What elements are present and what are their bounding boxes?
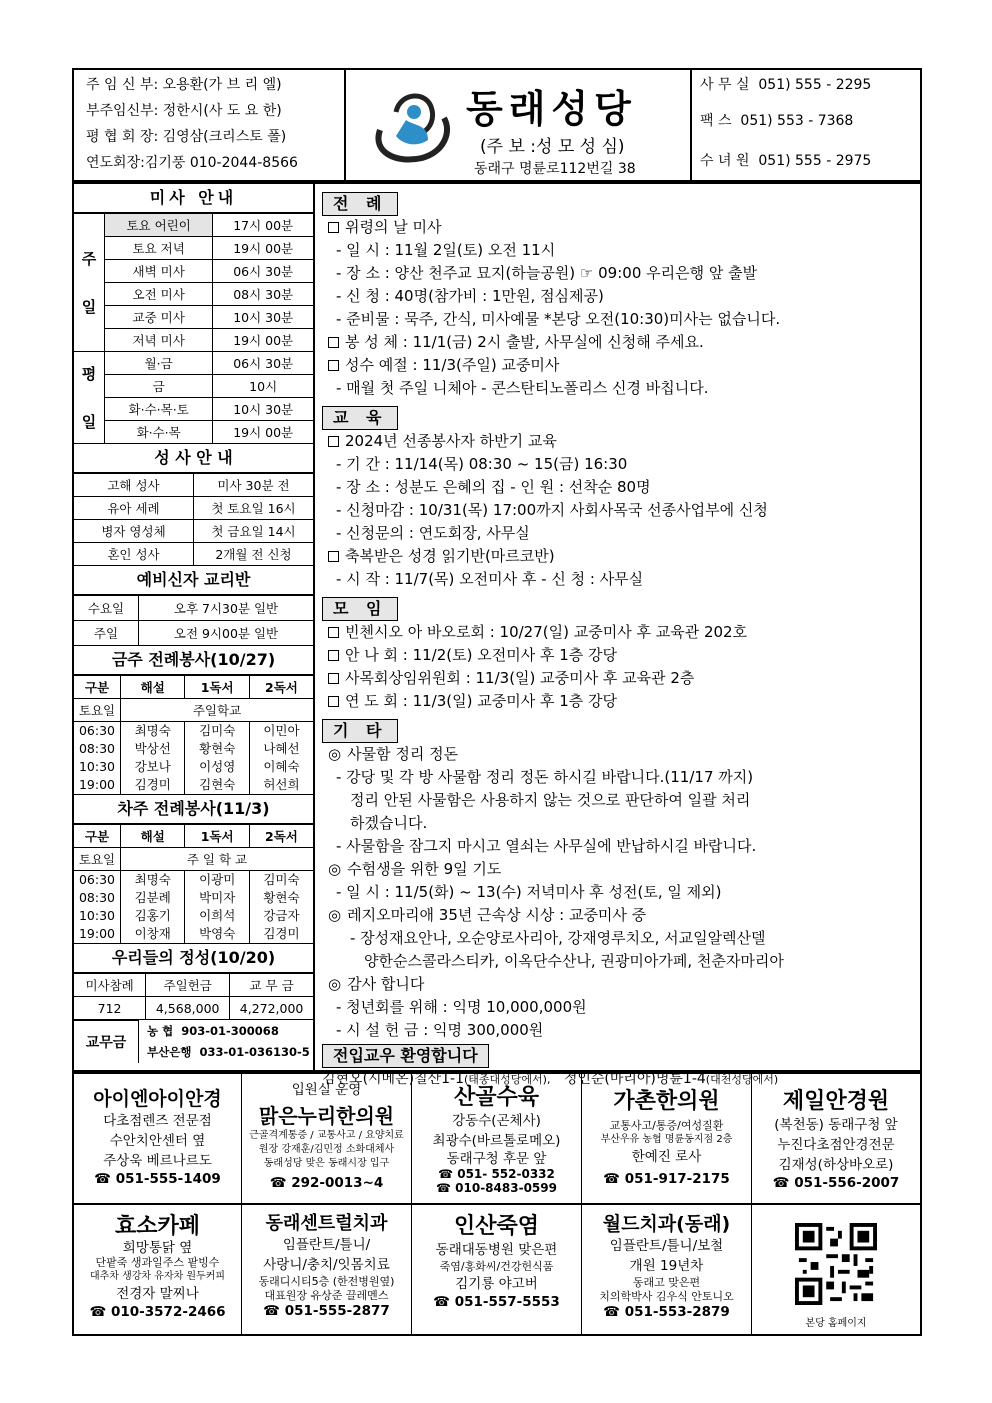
mass-time: 19시 00분 — [213, 237, 313, 260]
mass-name: 저녁 미사 — [105, 329, 213, 352]
offering-head: 교 무 금 — [230, 974, 313, 997]
etc-title: 기 타 — [322, 719, 398, 743]
mass-time: 06시 30분 — [213, 352, 313, 375]
header-right — [700, 72, 915, 174]
mass-time: 10시 30분 — [213, 398, 313, 421]
ad-dental: 동래센트럴치과 임플란트/틀니/ 사랑니/충치/잇몸치료 동래디시티5층 (한전병원옆) 대표원장 유상준 끌레멘스 ☎ 051-555-2877 — [242, 1205, 412, 1334]
sat-value: 주일학교 — [121, 699, 314, 722]
liturgy-line: - 매월 첫 주일 니체아 - 콘스탄티노폴리스 신경 바칩니다. — [336, 379, 709, 397]
sacrament-name: 유아 세례 — [74, 497, 194, 520]
dues-label: 교무금 — [74, 1021, 139, 1064]
times: 06:30 08:30 10:30 19:00 — [74, 722, 121, 795]
bullet-icon: ◎ — [328, 906, 342, 924]
col-head: 1독서 — [185, 676, 249, 699]
etc-line: 양한순스콜라스티카, 이옥단수산나, 권광미아가페, 천춘자마리아 — [364, 952, 784, 970]
ad-suyuk: 산골수육 강동수(곤체사) 최광수(바르톨로메오) 동래구청 후문 앞 ☎ 051- 552-0332 ☎ 010-8483-0599 — [412, 1074, 582, 1203]
mass-time: 08시 30분 — [213, 283, 313, 306]
office-phone: 사 무 실 051) 555 - 2295 — [700, 77, 872, 93]
reader1: 이광미 박미자 이희석 박영숙 — [185, 871, 249, 944]
liturgy-line: - 준비물 : 묵주, 간식, 미사예물 *본당 오전(10:30)미사는 없습니다. — [336, 310, 781, 328]
etc-line: - 사물함을 잠그지 마시고 열쇠는 사무실에 반납하시길 바랍니다. — [336, 837, 757, 855]
mass-name: 새벽 미사 — [105, 260, 213, 283]
col-head: 해설 — [121, 676, 185, 699]
ad-cafe: 효소카페 희망통닭 옆 단팥죽 생과일주스 팥빙수 대추차 생강차 유자차 원두커피 전경자 말찌나 ☎ 010-3572-2466 — [74, 1205, 242, 1334]
sacrament-name: 혼인 성사 — [74, 543, 194, 566]
sacrament-name: 병자 영성체 — [74, 520, 194, 543]
pastor: 주 임 신 부: 오용환(가 브 리 엘) — [86, 77, 282, 93]
etc-line: ◎ 사물함 정리 정돈 — [328, 745, 459, 763]
meeting-line: 빈첸시오 아 바오로회 : 10/27(일) 교중미사 후 교육관 202호 — [322, 621, 918, 644]
sacrament-table — [74, 473, 313, 566]
bullet-icon: ◎ — [328, 975, 342, 993]
bank-table — [74, 1020, 313, 1063]
commentator: 최명숙 박상선 강보나 김경미 — [121, 722, 185, 795]
ad-jeil: 제일안경원 (복천동) 동래구청 앞 누진다초점안경전문 김재성(하상바오로) ☎ 051-556-2007 — [772, 1089, 900, 1191]
col-head: 구분 — [74, 825, 121, 848]
reader2: 김미숙 황현숙 강금자 김경미 — [249, 871, 313, 944]
etc-line: - 청년회를 위해 : 익명 10,000,000원 — [336, 998, 587, 1016]
sunday-label: 주 일 — [74, 214, 105, 352]
offering-head: 주일헌금 — [146, 974, 230, 997]
mass-name: 교중 미사 — [105, 306, 213, 329]
assistant-pastor: 부주임신부: 정한시(사 도 요 한) — [86, 103, 282, 119]
liturgy-line: 성수 예절 : 11/3(주일) 교중미사 — [322, 354, 918, 377]
education-line: - 장 소 : 성분도 은혜의 집 - 인 원 : 선착순 80명 — [336, 478, 651, 496]
etc-line: - 시 설 헌 금 : 익명 300,000원 — [336, 1021, 544, 1039]
this-week-table — [74, 675, 313, 795]
parish-logo-icon — [366, 82, 456, 166]
education-title: 교 육 — [322, 406, 398, 430]
sacrament-time: 첫 금요일 14시 — [194, 520, 314, 543]
col-head: 해설 — [121, 825, 185, 848]
bank-busan: 부산은행 033-01-036130-5 — [147, 1045, 310, 1060]
liturgy-title: 전 례 — [322, 192, 398, 216]
parish-title: 동래성당 — [466, 87, 637, 131]
attendance: 712 — [74, 997, 146, 1020]
welcome-line: 김현오(시메온)칠산1-1(태종대성당에서), 정인순(마리아)명륜1-4(대천성당에서) — [322, 1071, 779, 1087]
yeondo-president: 연도회장:김기풍 010-2044-8566 — [86, 155, 298, 171]
mass-name: 토요 저녁 — [105, 237, 213, 260]
education-line: - 신청문의 : 연도회장, 사무실 — [336, 524, 530, 542]
mass-time: 10시 30분 — [213, 306, 313, 329]
class-time: 오후 7시30분 일반 — [139, 596, 313, 621]
fax: 팩 스 051) 553 - 7368 — [700, 113, 854, 129]
mass-time: 17시 00분 — [213, 214, 313, 237]
liturgy-line: 봉 성 체 : 11/1(금) 2시 출발, 사무실에 신청해 주세요. — [322, 331, 918, 354]
class-day: 주일 — [74, 621, 139, 646]
sacrament-time: 미사 30분 전 — [194, 474, 314, 497]
ad-qr — [752, 1205, 920, 1334]
col-head: 2독서 — [249, 676, 313, 699]
mass-name: 화·수·목·토 — [105, 398, 213, 421]
liturgy-line: 위령의 날 미사 — [322, 216, 918, 239]
education-line: 축복받은 성경 읽기반(마르코반) — [322, 545, 918, 568]
bank-nh: 농 협 903-01-300068 — [147, 1024, 279, 1039]
ad-insan: 인산죽염 동래대동병원 맞은편 죽염/홍화씨/건강헌식품 김기룡 야고버 ☎ 051-557-5553 — [412, 1205, 582, 1334]
main-column — [322, 192, 918, 1091]
etc-line: ◎ 수험생을 위한 9일 기도 — [328, 860, 502, 878]
dues: 4,272,000 — [230, 997, 313, 1020]
education-line: - 신청마감 : 10/31(목) 17:00까지 사회사목국 선종사업부에 신청 — [336, 501, 768, 519]
mass-time: 19시 00분 — [213, 421, 313, 444]
class-day: 수요일 — [74, 596, 139, 621]
catechumen-title: 예비신자 교리반 — [74, 566, 313, 595]
etc-line: 정리 안된 사물함은 사용하지 않는 것으로 판단하여 일괄 처리 — [350, 791, 751, 809]
sacrament-time: 첫 토요일 16시 — [194, 497, 314, 520]
meeting-line: 안 나 회 : 11/2(토) 오전미사 후 1층 강당 — [322, 644, 918, 667]
qr-code-icon[interactable] — [795, 1223, 877, 1305]
address: 동래구 명륜로112번길 38 — [474, 161, 636, 177]
times: 06:30 08:30 10:30 19:00 — [74, 871, 121, 944]
this-week-title: 금주 전례봉사(10/27) — [74, 646, 313, 675]
catechumen-table — [74, 595, 313, 646]
mass-table — [74, 213, 313, 444]
sunday-offering: 4,568,000 — [146, 997, 230, 1020]
col-head: 구분 — [74, 676, 121, 699]
qr-caption: 본당 홈페이지 — [805, 1318, 867, 1329]
sat-value: 주 일 학 교 — [121, 848, 314, 871]
mass-name: 월·금 — [105, 352, 213, 375]
sat-label: 토요일 — [74, 848, 121, 871]
reader1: 김미숙 황현숙 이성영 김현숙 — [185, 722, 249, 795]
offering-head: 미사참례 — [74, 974, 146, 997]
sacrament-title: 성 사 안 내 — [74, 444, 313, 473]
mass-name: 토요 어린이 — [105, 214, 213, 237]
header-left — [86, 72, 298, 176]
meeting-line: 연 도 회 : 11/3(일) 교중미사 후 1층 강당 — [322, 690, 918, 713]
convent-phone: 수 녀 원 051) 555 - 2975 — [700, 153, 872, 169]
mass-name: 금 — [105, 375, 213, 398]
bullet-icon: ◎ — [328, 860, 342, 878]
sacrament-time: 2개월 전 신청 — [194, 543, 314, 566]
council-president: 평 협 회 장: 김영삼(크리스토 폴) — [86, 129, 287, 145]
ad-gachon: 가촌한의원 교통사고/통증/여성질환 부산우유 농협 명륜동지점 2층 한예진 로사 ☎ 051-917-2175 — [582, 1074, 752, 1203]
welcome-title: 전입교우 환영합니다 — [322, 1044, 489, 1068]
meeting-line: 사목회상임위원회 : 11/3(일) 교중미사 후 교육관 2층 — [322, 667, 918, 690]
mass-time: 06시 30분 — [213, 260, 313, 283]
etc-line: ◎ 감사 합니다 — [328, 975, 425, 993]
col-head: 2독서 — [249, 825, 313, 848]
mass-name: 오전 미사 — [105, 283, 213, 306]
mass-name: 화·수·목 — [105, 421, 213, 444]
class-time: 오전 9시00분 일반 — [139, 621, 313, 646]
mass-title: 미사 안내 — [74, 184, 313, 213]
commentator: 최명숙 김분례 김홍기 이창재 — [121, 871, 185, 944]
offering-table — [74, 973, 313, 1020]
etc-line: - 장성재요안나, 오순양로사리아, 강재영루치오, 서교일알렉산델 — [350, 929, 766, 947]
ad-eyewear: 아이엔아이안경 다초점렌즈 전문점 수안치안센터 옆 주상욱 베르나르도 ☎ 051-555-1409 — [74, 1074, 242, 1203]
weekday-label: 평 일 — [74, 352, 105, 444]
col-head: 1독서 — [185, 825, 249, 848]
sacrament-name: 고해 성사 — [74, 474, 194, 497]
reader2: 이민아 나혜선 이혜숙 허선희 — [249, 722, 313, 795]
sat-label: 토요일 — [74, 699, 121, 722]
etc-line: - 강당 및 각 방 사물함 정리 정돈 하시길 바랍니다.(11/17 까지) — [336, 768, 754, 786]
liturgy-line: - 일 시 : 11월 2일(토) 오전 11시 — [336, 241, 556, 259]
meeting-title: 모 임 — [322, 597, 398, 621]
education-line: 2024년 선종봉사자 하반기 교육 — [322, 430, 918, 453]
ad-clinic: 입원실 운영 맑은누리한의원 근골격계통증 / 교통사고 / 요양치료 원장 강재훈/김민정 소화대체사 동래성당 맞은 동래시장 입구 ☎ 292-0013~4 — [242, 1074, 412, 1203]
offering-title: 우리들의 정성(10/20) — [74, 944, 313, 973]
education-line: - 기 간 : 11/14(목) 08:30 ~ 15(금) 16:30 — [336, 455, 628, 473]
mass-time: 10시 — [213, 375, 313, 398]
left-column — [74, 184, 313, 1063]
next-week-title: 차주 전례봉사(11/3) — [74, 795, 313, 824]
mass-time: 19시 00분 — [213, 329, 313, 352]
patron: (주 보 :성 모 성 심) — [480, 137, 625, 157]
liturgy-line: - 신 청 : 40명(참가비 : 1만원, 점심제공) — [336, 287, 604, 305]
bullet-icon: ◎ — [328, 745, 342, 763]
liturgy-line: - 장 소 : 양산 천주교 묘지(하늘공원) ☞ 09:00 우리은행 앞 출발 — [336, 264, 758, 282]
next-week-table — [74, 824, 313, 944]
etc-line: - 일 시 : 11/5(화) ~ 13(수) 저녁미사 후 성전(토, 일 제외) — [336, 883, 722, 901]
ad-world-dental: 월드치과(동래) 임플란트/틀니/보철 개원 19년차 동래고 맞은편 치의학박사 김우식 안토니오 ☎ 051-553-2879 — [582, 1205, 752, 1334]
education-line: - 시 작 : 11/7(목) 오전미사 후 - 신 청 : 사무실 — [336, 570, 644, 588]
etc-line: ◎ 레지오마리애 35년 근속상 시상 : 교중미사 중 — [328, 906, 647, 924]
etc-line: 하겠습니다. — [350, 814, 428, 832]
